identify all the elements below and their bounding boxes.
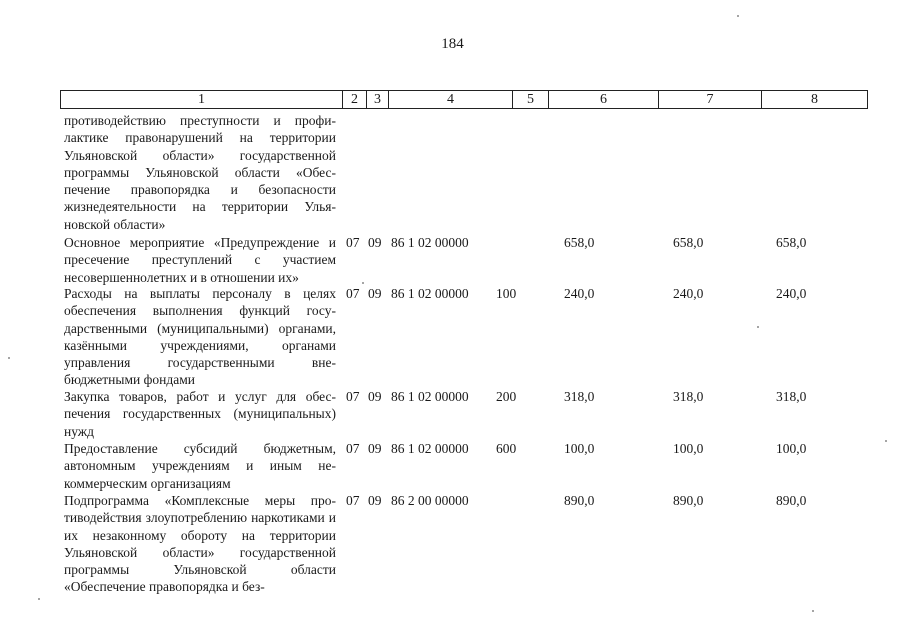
column-header-7: 7 bbox=[659, 91, 762, 109]
amount-col-8: 240,0 bbox=[776, 286, 807, 301]
section-code: 07 bbox=[346, 235, 360, 250]
column-header-1: 1 bbox=[61, 91, 343, 109]
expense-type-code: 600 bbox=[496, 441, 517, 456]
column-header-table bbox=[60, 90, 868, 109]
subsection-code: 09 bbox=[368, 389, 382, 404]
row-description: Предоставление субсидий бюджетным, автономным учреждениям и иным некоммерческим организациям bbox=[64, 441, 336, 491]
expense-type-code: 200 bbox=[496, 389, 517, 404]
amount-col-7: 240,0 bbox=[673, 286, 704, 301]
amount-col-6: 318,0 bbox=[564, 389, 595, 404]
target-item-code: 86 1 02 00000 bbox=[391, 441, 469, 456]
target-item-code: 86 1 02 00000 bbox=[391, 286, 469, 301]
amount-col-7: 658,0 bbox=[673, 235, 704, 250]
amount-col-6: 890,0 bbox=[564, 493, 595, 508]
table-row bbox=[64, 234, 847, 285]
column-header-3: 3 bbox=[367, 91, 389, 109]
amount-col-8: 890,0 bbox=[776, 493, 807, 508]
target-item-code: 86 2 00 00000 bbox=[391, 493, 469, 508]
amount-col-6: 100,0 bbox=[564, 441, 595, 456]
target-item-code: 86 1 02 00000 bbox=[391, 235, 469, 250]
amount-col-7: 318,0 bbox=[673, 389, 704, 404]
table-row bbox=[64, 492, 847, 602]
subsection-code: 09 bbox=[368, 493, 382, 508]
column-header-4: 4 bbox=[389, 91, 513, 109]
amount-col-8: 318,0 bbox=[776, 389, 807, 404]
subsection-code: 09 bbox=[368, 235, 382, 250]
column-header-5: 5 bbox=[513, 91, 549, 109]
row-description: Подпрограмма «Комплексные меры противодействия злоупотреблению наркотиками и их незаконному обороту на территории Ульяновской области» государственной программы Ульяновской области «Обеспечение правопорядка и без- bbox=[64, 493, 336, 595]
amount-col-8: 100,0 bbox=[776, 441, 807, 456]
table-row bbox=[64, 112, 847, 234]
table-row bbox=[64, 388, 847, 440]
table-row bbox=[64, 285, 847, 388]
amount-col-7: 100,0 bbox=[673, 441, 704, 456]
subsection-code: 09 bbox=[368, 286, 382, 301]
section-code: 07 bbox=[346, 441, 360, 456]
section-code: 07 bbox=[346, 493, 360, 508]
scan-speck bbox=[885, 440, 887, 442]
table-row bbox=[64, 440, 847, 492]
row-description: Расходы на выплаты персоналу в целях обеспечения выполнения функций государственными (муниципальными) органами, казёнными учреждениями, органами управления государственными внебюджетными фондами bbox=[64, 286, 336, 388]
amount-col-6: 658,0 bbox=[564, 235, 595, 250]
column-header-6: 6 bbox=[549, 91, 659, 109]
page-number: 184 bbox=[441, 36, 464, 52]
column-header-2: 2 bbox=[343, 91, 367, 109]
column-header-8: 8 bbox=[762, 91, 868, 109]
section-code: 07 bbox=[346, 389, 360, 404]
section-code: 07 bbox=[346, 286, 360, 301]
column-number-row bbox=[61, 91, 868, 109]
amount-col-6: 240,0 bbox=[564, 286, 595, 301]
scan-speck bbox=[757, 326, 759, 328]
scan-speck bbox=[812, 610, 814, 612]
row-description: Основное мероприятие «Предупреждение и пресечение преступлений с участием несовершеннолетних и в отношении их» bbox=[64, 235, 336, 285]
scan-speck bbox=[38, 598, 40, 600]
table-body bbox=[64, 112, 847, 602]
target-item-code: 86 1 02 00000 bbox=[391, 389, 469, 404]
scan-speck bbox=[737, 15, 739, 17]
amount-col-7: 890,0 bbox=[673, 493, 704, 508]
row-description: противодействию преступности и профилактике правонарушений на территории Ульяновской области» государственной программы Ульяновской области «Обеспечение правопорядка и безопасности жизнедеятельности на территории Ульяновской области» bbox=[64, 113, 336, 232]
scan-speck bbox=[362, 282, 364, 284]
expense-type-code: 100 bbox=[496, 286, 517, 301]
amount-col-8: 658,0 bbox=[776, 235, 807, 250]
subsection-code: 09 bbox=[368, 441, 382, 456]
row-description: Закупка товаров, работ и услуг для обеспечения государственных (муниципальных) нужд bbox=[64, 389, 336, 439]
scan-speck bbox=[8, 357, 10, 359]
